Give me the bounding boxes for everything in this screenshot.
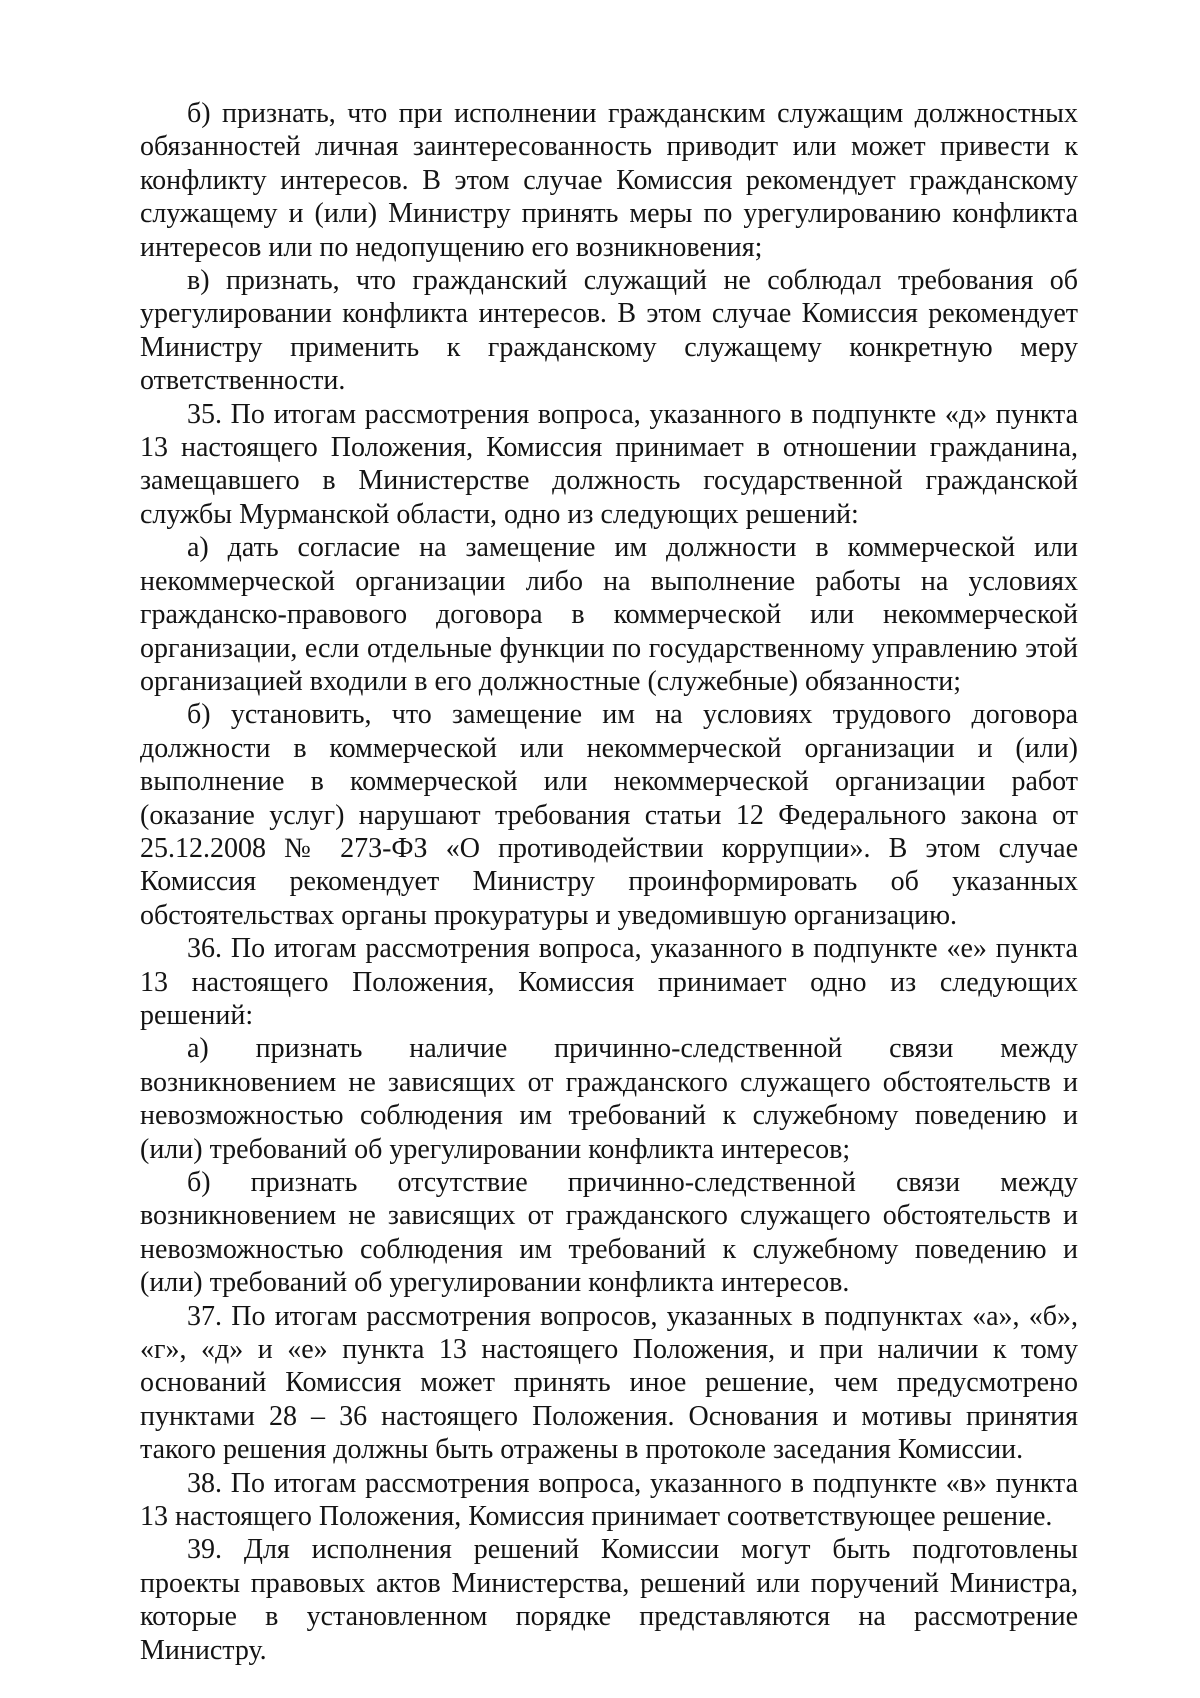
paragraph-35b: б) установить, что замещение им на условиях трудового договора должности в коммерческой или некоммерческой организации и (или) выполнение в коммерческой или некоммерческой организации работ (оказание услуг) нарушают требования статьи 12 Федерального закона от 25.12.2008 № 273-ФЗ «О противодействии коррупции». В этом случае Комиссия рекомендует Министру проинформировать об указанных обстоятельствах органы прокуратуры и уведомившую организацию. bbox=[140, 699, 1078, 931]
paragraph-38: 38. По итогам рассмотрения вопроса, указанного в подпункте «в» пункта 13 настоящего Положения, Комиссия принимает соответствующее решение. bbox=[140, 1467, 1078, 1533]
paragraph-36: 36. По итогам рассмотрения вопроса, указанного в подпункте «е» пункта 13 настоящего Положения, Комиссия принимает одно из следующих решений: bbox=[140, 933, 1078, 1031]
paragraph-34b: б) признать, что при исполнении гражданским служащим должностных обязанностей личная заинтересованность приводит или может привести к конфликту интересов. В этом случае Комиссия рекомендует гражданскому служащему и (или) Министру принять меры по урегулированию конфликта интересов или по недопущению его возникновения; bbox=[140, 98, 1078, 263]
paragraph-36b: б) признать отсутствие причинно-следственной связи между возникновением не зависящих от гражданского служащего обстоятельств и невозможностью соблюдения им требований к служебному поведению и (или) требований об урегулировании конфликта интересов. bbox=[140, 1167, 1078, 1299]
document-body bbox=[140, 97, 1078, 1667]
paragraph-39: 39. Для исполнения решений Комиссии могут быть подготовлены проекты правовых актов Министерства, решений или поручений Министра, которые в установленном порядке представляются на рассмотрение Министру. bbox=[140, 1534, 1078, 1666]
paragraph-35a: а) дать согласие на замещение им должности в коммерческой или некоммерческой организации либо на выполнение работы на условиях гражданско-правового договора в коммерческой или некоммерческой организации, если отдельные функции по государственному управлению этой организацией входили в его должностные (служебные) обязанности; bbox=[140, 532, 1078, 697]
paragraph-36a: а) признать наличие причинно-следственной связи между возникновением не зависящих от гражданского служащего обстоятельств и невозможностью соблюдения им требований к служебному поведению и (или) требований об урегулировании конфликта интересов; bbox=[140, 1033, 1078, 1165]
paragraph-34c: в) признать, что гражданский служащий не соблюдал требования об урегулировании конфликта интересов. В этом случае Комиссия рекомендует Министру применить к гражданскому служащему конкретную меру ответственности. bbox=[140, 265, 1078, 397]
paragraph-37: 37. По итогам рассмотрения вопросов, указанных в подпунктах «а», «б», «г», «д» и «е» пункта 13 настоящего Положения, и при наличии к тому оснований Комиссия может принять иное решение, чем предусмотрено пунктами 28 – 36 настоящего Положения. Основания и мотивы принятия такого решения должны быть отражены в протоколе заседания Комиссии. bbox=[140, 1300, 1078, 1466]
paragraph-35: 35. По итогам рассмотрения вопроса, указанного в подпункте «д» пункта 13 настоящего Положения, Комиссия принимает в отношении гражданина, замещавшего в Министерстве должность государственной гражданской службы Мурманской области, одно из следующих решений: bbox=[140, 398, 1078, 530]
